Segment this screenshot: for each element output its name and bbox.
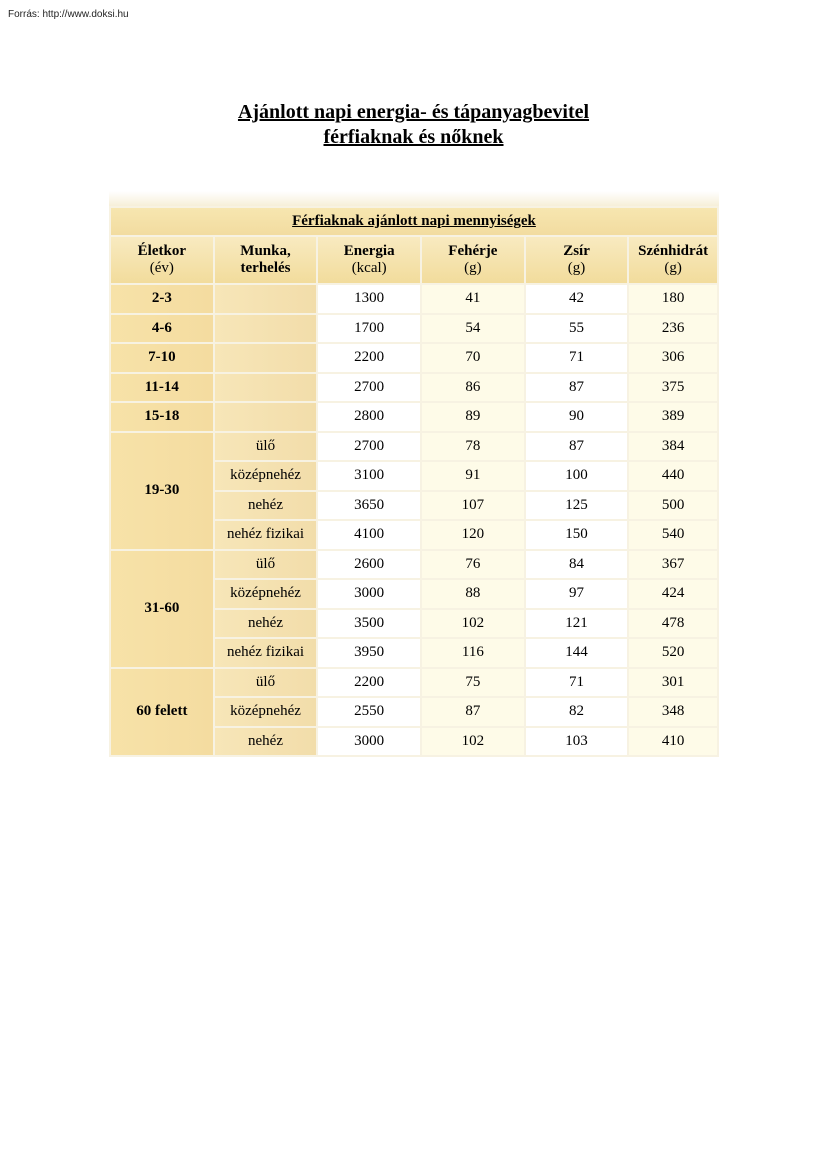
cell-work: nehéz	[215, 728, 317, 756]
header-carb: Szénhidrát (g)	[629, 237, 717, 283]
cell-fat: 87	[526, 433, 628, 461]
header-protein: Fehérje (g)	[422, 237, 524, 283]
cell-carb: 440	[629, 462, 717, 490]
table-row	[111, 433, 717, 461]
cell-fat: 125	[526, 492, 628, 520]
table-row	[111, 315, 717, 343]
cell-age: 4-6	[111, 315, 213, 343]
cell-energy: 3950	[318, 639, 420, 667]
cell-carb: 540	[629, 521, 717, 549]
cell-protein: 102	[422, 610, 524, 638]
cell-age: 7-10	[111, 344, 213, 372]
cell-work	[215, 374, 317, 402]
cell-fat: 121	[526, 610, 628, 638]
cell-energy: 2200	[318, 669, 420, 697]
cell-work: nehéz fizikai	[215, 521, 317, 549]
header-age: Életkor (év)	[111, 237, 213, 283]
cell-age: 15-18	[111, 403, 213, 431]
cell-work: ülő	[215, 669, 317, 697]
cell-energy: 2700	[318, 433, 420, 461]
cell-carb: 180	[629, 285, 717, 313]
header-fat: Zsír (g)	[526, 237, 628, 283]
cell-protein: 70	[422, 344, 524, 372]
cell-fat: 82	[526, 698, 628, 726]
cell-protein: 89	[422, 403, 524, 431]
cell-work: középnehéz	[215, 698, 317, 726]
cell-fat: 103	[526, 728, 628, 756]
source-url: Forrás: http://www.doksi.hu	[8, 9, 129, 20]
cell-fat: 144	[526, 639, 628, 667]
table-shadow	[109, 191, 719, 207]
cell-work: középnehéz	[215, 580, 317, 608]
header-energy: Energia (kcal)	[318, 237, 420, 283]
cell-work: középnehéz	[215, 462, 317, 490]
cell-fat: 97	[526, 580, 628, 608]
table-row	[111, 374, 717, 402]
cell-carb: 500	[629, 492, 717, 520]
cell-work: ülő	[215, 551, 317, 579]
cell-energy: 2550	[318, 698, 420, 726]
cell-work	[215, 315, 317, 343]
cell-protein: 76	[422, 551, 524, 579]
cell-carb: 478	[629, 610, 717, 638]
table-body	[111, 285, 717, 755]
cell-fat: 150	[526, 521, 628, 549]
cell-carb: 348	[629, 698, 717, 726]
cell-fat: 71	[526, 344, 628, 372]
cell-fat: 90	[526, 403, 628, 431]
table-row	[111, 551, 717, 579]
cell-protein: 87	[422, 698, 524, 726]
cell-age: 11-14	[111, 374, 213, 402]
cell-protein: 91	[422, 462, 524, 490]
cell-work: nehéz	[215, 610, 317, 638]
cell-fat: 71	[526, 669, 628, 697]
cell-energy: 3650	[318, 492, 420, 520]
cell-protein: 75	[422, 669, 524, 697]
cell-energy: 2600	[318, 551, 420, 579]
nutrition-table	[109, 206, 719, 757]
document-title	[0, 100, 827, 150]
cell-protein: 116	[422, 639, 524, 667]
cell-protein: 86	[422, 374, 524, 402]
cell-age: 60 felett	[111, 669, 213, 756]
cell-age: 31-60	[111, 551, 213, 667]
table-row	[111, 344, 717, 372]
cell-fat: 87	[526, 374, 628, 402]
title-line-2: férfiaknak és nőknek	[323, 126, 504, 148]
cell-work: nehéz fizikai	[215, 639, 317, 667]
cell-age: 2-3	[111, 285, 213, 313]
cell-protein: 41	[422, 285, 524, 313]
cell-work	[215, 403, 317, 431]
cell-fat: 100	[526, 462, 628, 490]
table-row	[111, 285, 717, 313]
cell-carb: 367	[629, 551, 717, 579]
cell-carb: 424	[629, 580, 717, 608]
cell-energy: 3500	[318, 610, 420, 638]
cell-carb: 301	[629, 669, 717, 697]
cell-work: ülő	[215, 433, 317, 461]
cell-energy: 2700	[318, 374, 420, 402]
cell-work	[215, 344, 317, 372]
cell-protein: 107	[422, 492, 524, 520]
cell-carb: 520	[629, 639, 717, 667]
cell-fat: 55	[526, 315, 628, 343]
cell-carb: 236	[629, 315, 717, 343]
cell-carb: 410	[629, 728, 717, 756]
cell-protein: 102	[422, 728, 524, 756]
cell-age: 19-30	[111, 433, 213, 549]
table-caption: Férfiaknak ajánlott napi mennyiségek	[111, 208, 717, 235]
cell-protein: 120	[422, 521, 524, 549]
cell-carb: 306	[629, 344, 717, 372]
cell-energy: 1300	[318, 285, 420, 313]
title-line-1: Ajánlott napi energia- és tápanyagbevitel	[237, 101, 590, 123]
cell-protein: 78	[422, 433, 524, 461]
cell-carb: 384	[629, 433, 717, 461]
cell-fat: 42	[526, 285, 628, 313]
cell-energy: 3100	[318, 462, 420, 490]
cell-fat: 84	[526, 551, 628, 579]
table-row	[111, 403, 717, 431]
cell-energy: 4100	[318, 521, 420, 549]
cell-carb: 375	[629, 374, 717, 402]
cell-protein: 54	[422, 315, 524, 343]
cell-energy: 3000	[318, 728, 420, 756]
table-row	[111, 669, 717, 697]
cell-work: nehéz	[215, 492, 317, 520]
cell-energy: 2800	[318, 403, 420, 431]
cell-protein: 88	[422, 580, 524, 608]
cell-work	[215, 285, 317, 313]
cell-energy: 2200	[318, 344, 420, 372]
cell-energy: 3000	[318, 580, 420, 608]
header-work: Munka, terhelés	[215, 237, 317, 283]
cell-carb: 389	[629, 403, 717, 431]
cell-energy: 1700	[318, 315, 420, 343]
